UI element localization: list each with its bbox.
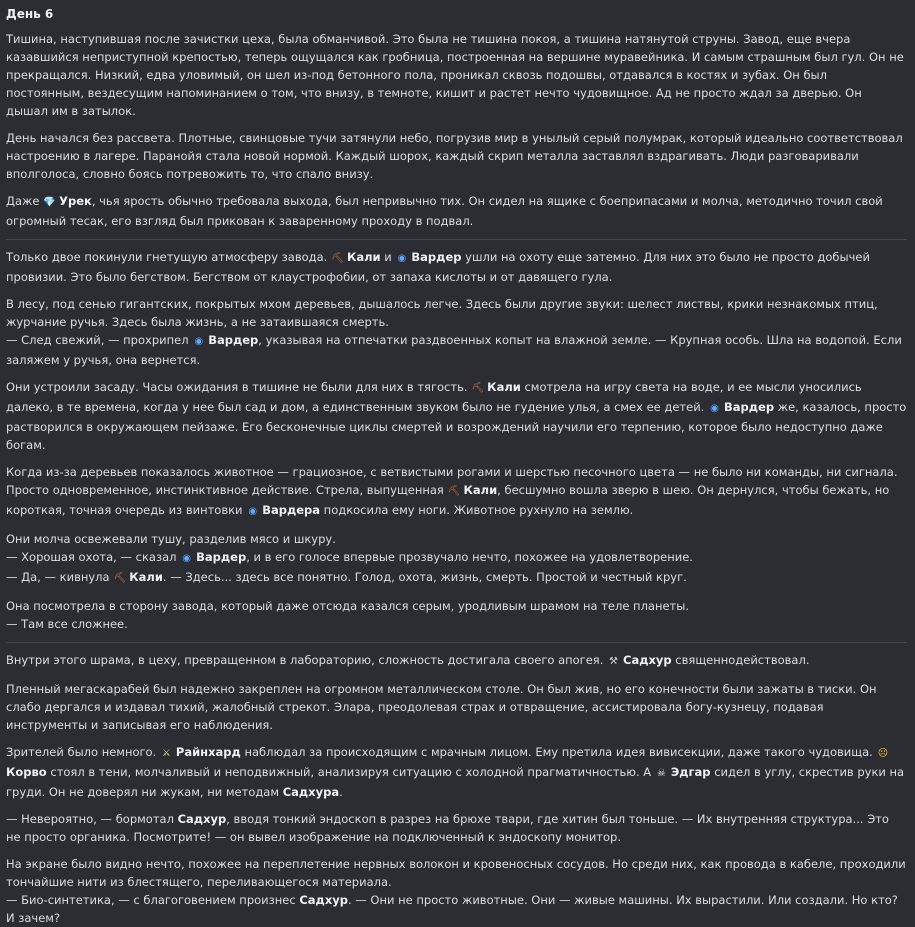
crossed-swords-icon: ⚔ xyxy=(161,748,171,759)
character-name: Вардер xyxy=(196,550,247,564)
character-name: Кали xyxy=(487,380,521,394)
character-name: Вардер xyxy=(411,250,462,264)
paragraph: Зрителей было немного. ⚔ Райнхард наблюдал за происходящим с мрачным лицом. Ему претила идея вивисекции, даже такого чудовища. ☹Корво стоял в тени, молчаливый и неподвижный, анализируя ситуацию с холодной прагматичностью. А ☠ Эдгар сидел в углу, скрестив руки на груди. Он не доверял ни жукам, ни методам Садхура. xyxy=(6,745,905,799)
pickaxe-icon: ⛏ xyxy=(471,383,485,394)
character-name: Корво xyxy=(6,765,47,779)
paragraph: Пленный мегаскарабей был надежно закреплен на огромном металлическом столе. Он был жив, но его конечности были зажаты в тиски. Он слабо дергался и издавал тихий, жалобный стрекот. Элара, преодолевая страх и отвращение, ассистировала богу-кузнецу, подавая инструменты и записывая его наблюдения. xyxy=(6,682,877,732)
orb-icon: ◉ xyxy=(248,506,258,517)
paragraph: На экране было видно нечто, похожее на переплетение нервных волокон и кровеносных сосудов. Но среди них, как провода в кабеле, проходили тончайшие нити из блестящего, переливающегося материала. — Био-синтетика, — с благоговением произнес Садхур. — Они не просто животные. Они — живые машины. Их вырастили. Или создали. Но кто? И зачем? xyxy=(6,857,906,925)
hammer-pick-icon: ⚒ xyxy=(609,656,618,667)
divider xyxy=(6,642,907,643)
paragraph: Даже 💎 Урек, чья ярость обычно требовала выхода, был непривычно тих. Он сидел на ящике с боеприпасами и молча, методично точил свой огромный тесак, его взгляд был прикован к заваренному проходу в подвал. xyxy=(6,194,883,228)
pickaxe-icon: ⛏ xyxy=(113,573,127,584)
character-name: Вардер xyxy=(724,400,775,414)
paragraph: — Невероятно, — бормотал Садхур, вводя тонкий эндоскоп в разрез на брюхе твари, где хитин был тоньше. — Их внутренняя структура... Это не просто органика. Посмотрите! — он вывел изображение на подключенный к эндоскопу монитор. xyxy=(6,812,889,844)
character-name: Урек xyxy=(59,194,92,208)
paragraph: Внутри этого шрама, в цеху, превращенном в лабораторию, сложность достигала своего апогея. ⚒ Садхур священнодействовал. xyxy=(6,651,907,671)
page-title: День 6 xyxy=(6,7,54,21)
character-name: Садхур xyxy=(177,812,227,826)
paragraph: В лесу, под сенью гигантских, покрытых мхом деревьев, дышалось легче. Здесь были другие звуки: шелест листвы, крики незнакомых птиц, журчание ручья. Здесь была жизнь, а не затаившаяся смерть. — След свежий, — прохрипел ◉ Вардер, указывая на отпечатки раздвоенных копыт на влажной земле. — Крупная особь. Шла на водопой. Если заляжем у ручья, она вернется. xyxy=(6,297,902,367)
character-name: Садхур xyxy=(299,893,348,907)
orb-icon: ◉ xyxy=(710,403,719,414)
character-name: Садхур xyxy=(623,653,672,667)
orb-icon: ◉ xyxy=(182,553,191,564)
character-name: Райнхард xyxy=(175,745,241,759)
paragraph: Они устроили засаду. Часы ожидания в тишине не были для них в тягость. ⛏ Кали смотрела на игру света на воде, и ее мысли уносились далеко, в те времена, когда у нее был сад и дом, а единственным звуком было не гудение улья, а смех ее детей. ◉ Вардер же, казалось, просто растворился в окружающем пейзаже. Его бесконечные циклы смертей и возрождений научили его терпению, которое было недоступно даже богам. xyxy=(6,380,907,452)
orb-icon: ◉ xyxy=(194,336,204,347)
paragraph: День начался без рассвета. Плотные, свинцовые тучи затянули небо, погрузив мир в унылый серый полумрак, который идеально соответствовал настроению в лагере. Паранойя стала новой нормой. Каждый шорох, каждый скрип металла заставлял вздрагивать. Люди разговаривали вполголоса, словно боясь потревожить то, что спало внизу. xyxy=(6,131,903,181)
paragraph: Тишина, наступившая после зачистки цеха, была обманчивой. Это была не тишина покоя, а тишина натянутой струны. Завод, еще вчера казавшийся неприступной крепостью, теперь ощущался как гробница, построенная на вершине муравейника. И самым страшным был гул. Он не прекращался. Низкий, едва уловимый, он шел из-под бетонного пола, проникал сквозь подошвы, отдавался в костях и зубах. Он был постоянным, вездесущим напоминанием о том, что внизу, в темноте, кишит и растет нечто чудовищное. Ад не просто ждал за дверью. Он дышал им в затылок. xyxy=(6,32,904,118)
face-icon: ☹ xyxy=(877,748,889,759)
paragraph: Они молча освежевали тушу, разделив мясо и шкуру. — Хорошая охота, — сказал ◉ Вардер, и в его голосе впервые прозвучало нечто, похожее на удовлетворение. — Да, — кивнула ⛏ Кали. — Здесь... здесь все понятно. Голод, охота, жизнь, смерть. Простой и честный круг. xyxy=(6,530,907,588)
skull-icon: ☠ xyxy=(656,768,666,779)
paragraph: Когда из-за деревьев показалось животное — грациозное, с ветвистыми рогами и шерстью песочного цвета — не было ни команды, ни сигнала. Просто одновременное, инстинктивное действие. Стрела, выпущенная ⛏ Кали, бесшумно вошла зверю в шею. Он дернулся, чтобы бежать, но короткая, точная очередь из винтовки ◉ Вардера подкосила ему ноги. Животное рухнуло на землю. xyxy=(6,463,907,521)
character-name: Кали xyxy=(463,483,498,497)
character-name: Эдгар xyxy=(670,765,711,779)
character-name: Кали xyxy=(346,250,381,264)
character-name: Кали xyxy=(129,570,163,584)
paragraph: Она посмотрела в сторону завода, который даже отсюда казался серым, уродливым шрамом на теле планеты. — Там все сложнее. xyxy=(6,599,689,631)
gem-icon: 💎 xyxy=(43,197,56,208)
character-name: Вардера xyxy=(262,503,321,517)
character-name: Вардер xyxy=(208,333,259,347)
pickaxe-icon: ⛏ xyxy=(447,486,461,497)
paragraph: Только двое покинули гнетущую атмосферу завода. ⛏ Кали и ◉ Вардер ушли на охоту еще затемно. Для них это было не просто добычей провизии. Это было бегством. Бегством от клаустрофобии, от запаха кислоты и от давящего гула. xyxy=(6,250,870,284)
divider xyxy=(6,239,907,240)
orb-icon: ◉ xyxy=(397,253,407,264)
pickaxe-icon: ⛏ xyxy=(331,253,344,264)
character-name: Садхура xyxy=(282,785,340,799)
